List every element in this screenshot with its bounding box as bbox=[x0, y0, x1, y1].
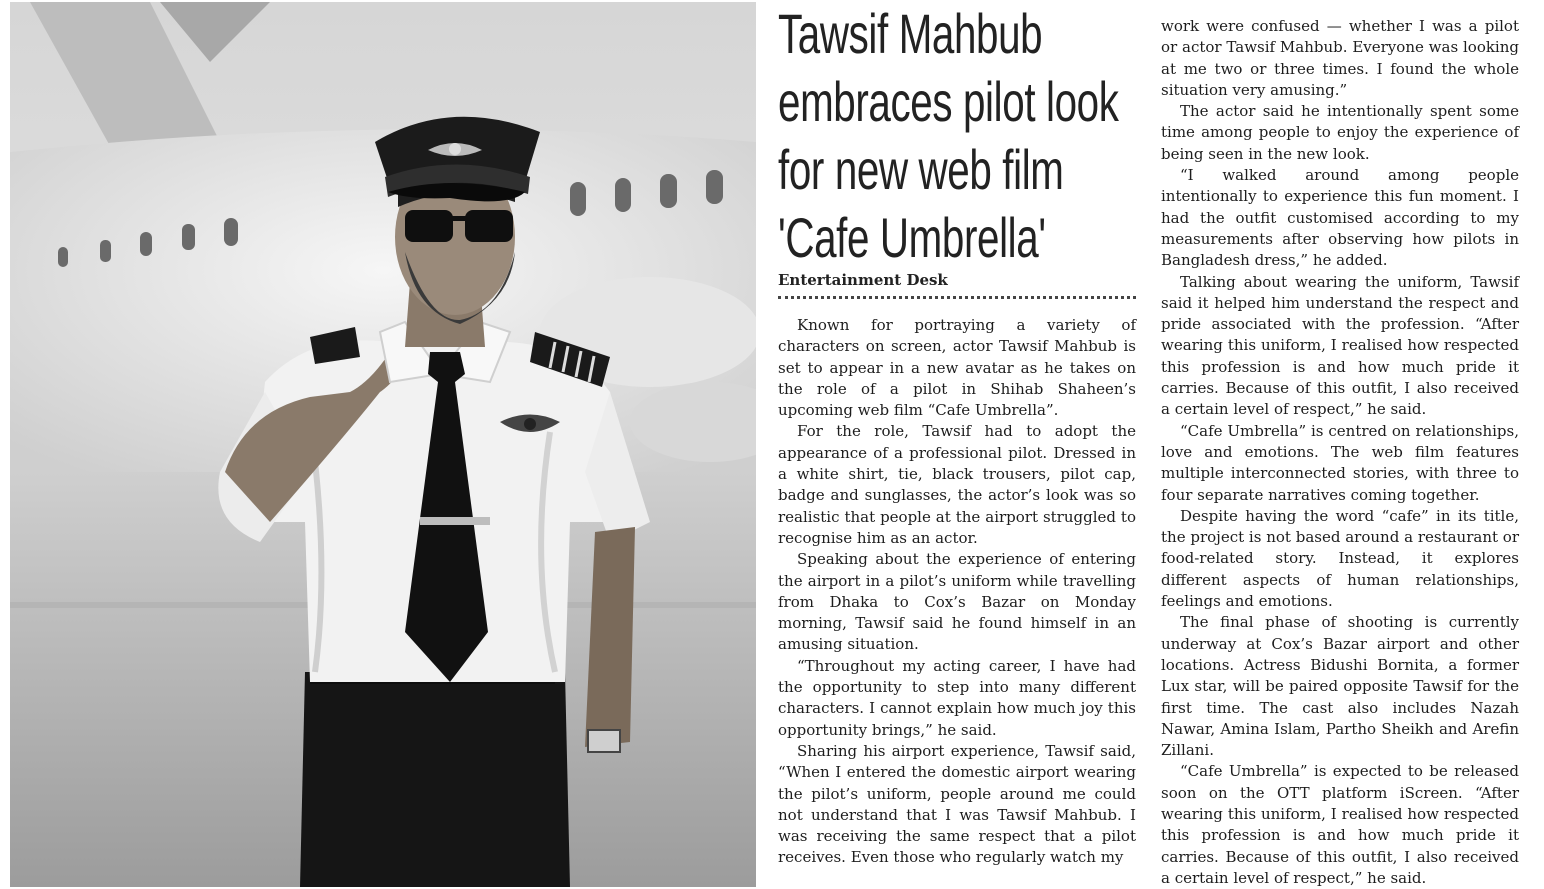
paragraph: The final phase of shooting is currently underway at Cox’s Bazar airport and other locations. Actress Bidushi Bornita, a former Lux star, will be paired opposite Tawsif for the first time. The cast also includes Nazah Nawar, Amina Islam, Partho Sheikh and Arefin Zillani. bbox=[1161, 613, 1519, 760]
paragraph: “I walked around among people intentionally to experience this fun moment. I had the outfit customised according to my measurements after observing how pilots in Bangladesh dress,” he added. bbox=[1161, 166, 1519, 270]
paragraph-continued: work were confused — whether I was a pilot or actor Tawsif Mahbub. Everyone was looking at me two or three times. I found the whole situation very amusing.” bbox=[1161, 17, 1519, 99]
article-column-2 bbox=[1161, 16, 1519, 889]
paragraph: Known for portraying a variety of characters on screen, actor Tawsif Mahbub is set to appear in a new avatar as he takes on the role of a pilot in Shihab Shaheen’s upcoming web film “Cafe Umbrella”. bbox=[778, 316, 1136, 420]
headline-line: Tawsif Mahbub bbox=[778, 2, 1043, 65]
article-column-1 bbox=[778, 315, 1136, 869]
headline-line: embraces pilot look bbox=[778, 70, 1119, 133]
paragraph: Speaking about the experience of entering the airport in a pilot’s uniform while travelling from Dhaka to Cox’s Bazar on Monday morning, Tawsif said he found himself in an amusing situation. bbox=[778, 550, 1136, 654]
paragraph: For the role, Tawsif had to adopt the appearance of a professional pilot. Dressed in a white shirt, tie, black trousers, pilot cap, badge and sunglasses, the actor’s look was so realistic that people at the airport struggled to recognise him as an actor. bbox=[778, 422, 1136, 547]
paragraph: The actor said he intentionally spent some time among people to enjoy the experience of being seen in the new look. bbox=[1161, 102, 1519, 163]
pilot-photo-icon bbox=[10, 2, 756, 887]
article-photo bbox=[10, 2, 756, 887]
headline-line: 'Cafe Umbrella' bbox=[778, 206, 1046, 269]
paragraph: “Cafe Umbrella” is centred on relationships, love and emotions. The web film features multiple interconnected stories, with three to four separate narratives coming together. bbox=[1161, 421, 1519, 504]
dotted-divider bbox=[778, 296, 1136, 299]
paragraph: “Throughout my acting career, I have had the opportunity to step into many different characters. I cannot explain how much joy this opportunity brings,” he said. bbox=[778, 656, 1136, 739]
paragraph: Sharing his airport experience, Tawsif said, “When I entered the domestic airport wearing the pilot’s uniform, people around me could not understand that I was Tawsif Mahbub. I was receiving the same respect that a pilot receives. Even those who regularly watch my bbox=[778, 741, 1136, 867]
headline bbox=[778, 0, 1152, 272]
headline-line: for new web film bbox=[778, 138, 1064, 201]
byline: Entertainment Desk bbox=[778, 271, 948, 289]
paragraph: “Cafe Umbrella” is expected to be released soon on the OTT platform iScreen. “After wearing this uniform, I realised how respected this profession is and how much pride it carries. Because of this outfit, I also received a certain level of respect,” he said. bbox=[1161, 762, 1519, 887]
paragraph: Talking about wearing the uniform, Tawsif said it helped him understand the respect and pride associated with the profession. “After wearing this uniform, I realised how respected this profession is and how much pride it carries. Because of this outfit, I also received a certain level of respect,” he said. bbox=[1161, 272, 1519, 419]
paragraph: Despite having the word “cafe” in its title, the project is not based around a restaurant or food-related story. Instead, it explores different aspects of human relationships, feelings and emotions. bbox=[1161, 506, 1519, 611]
